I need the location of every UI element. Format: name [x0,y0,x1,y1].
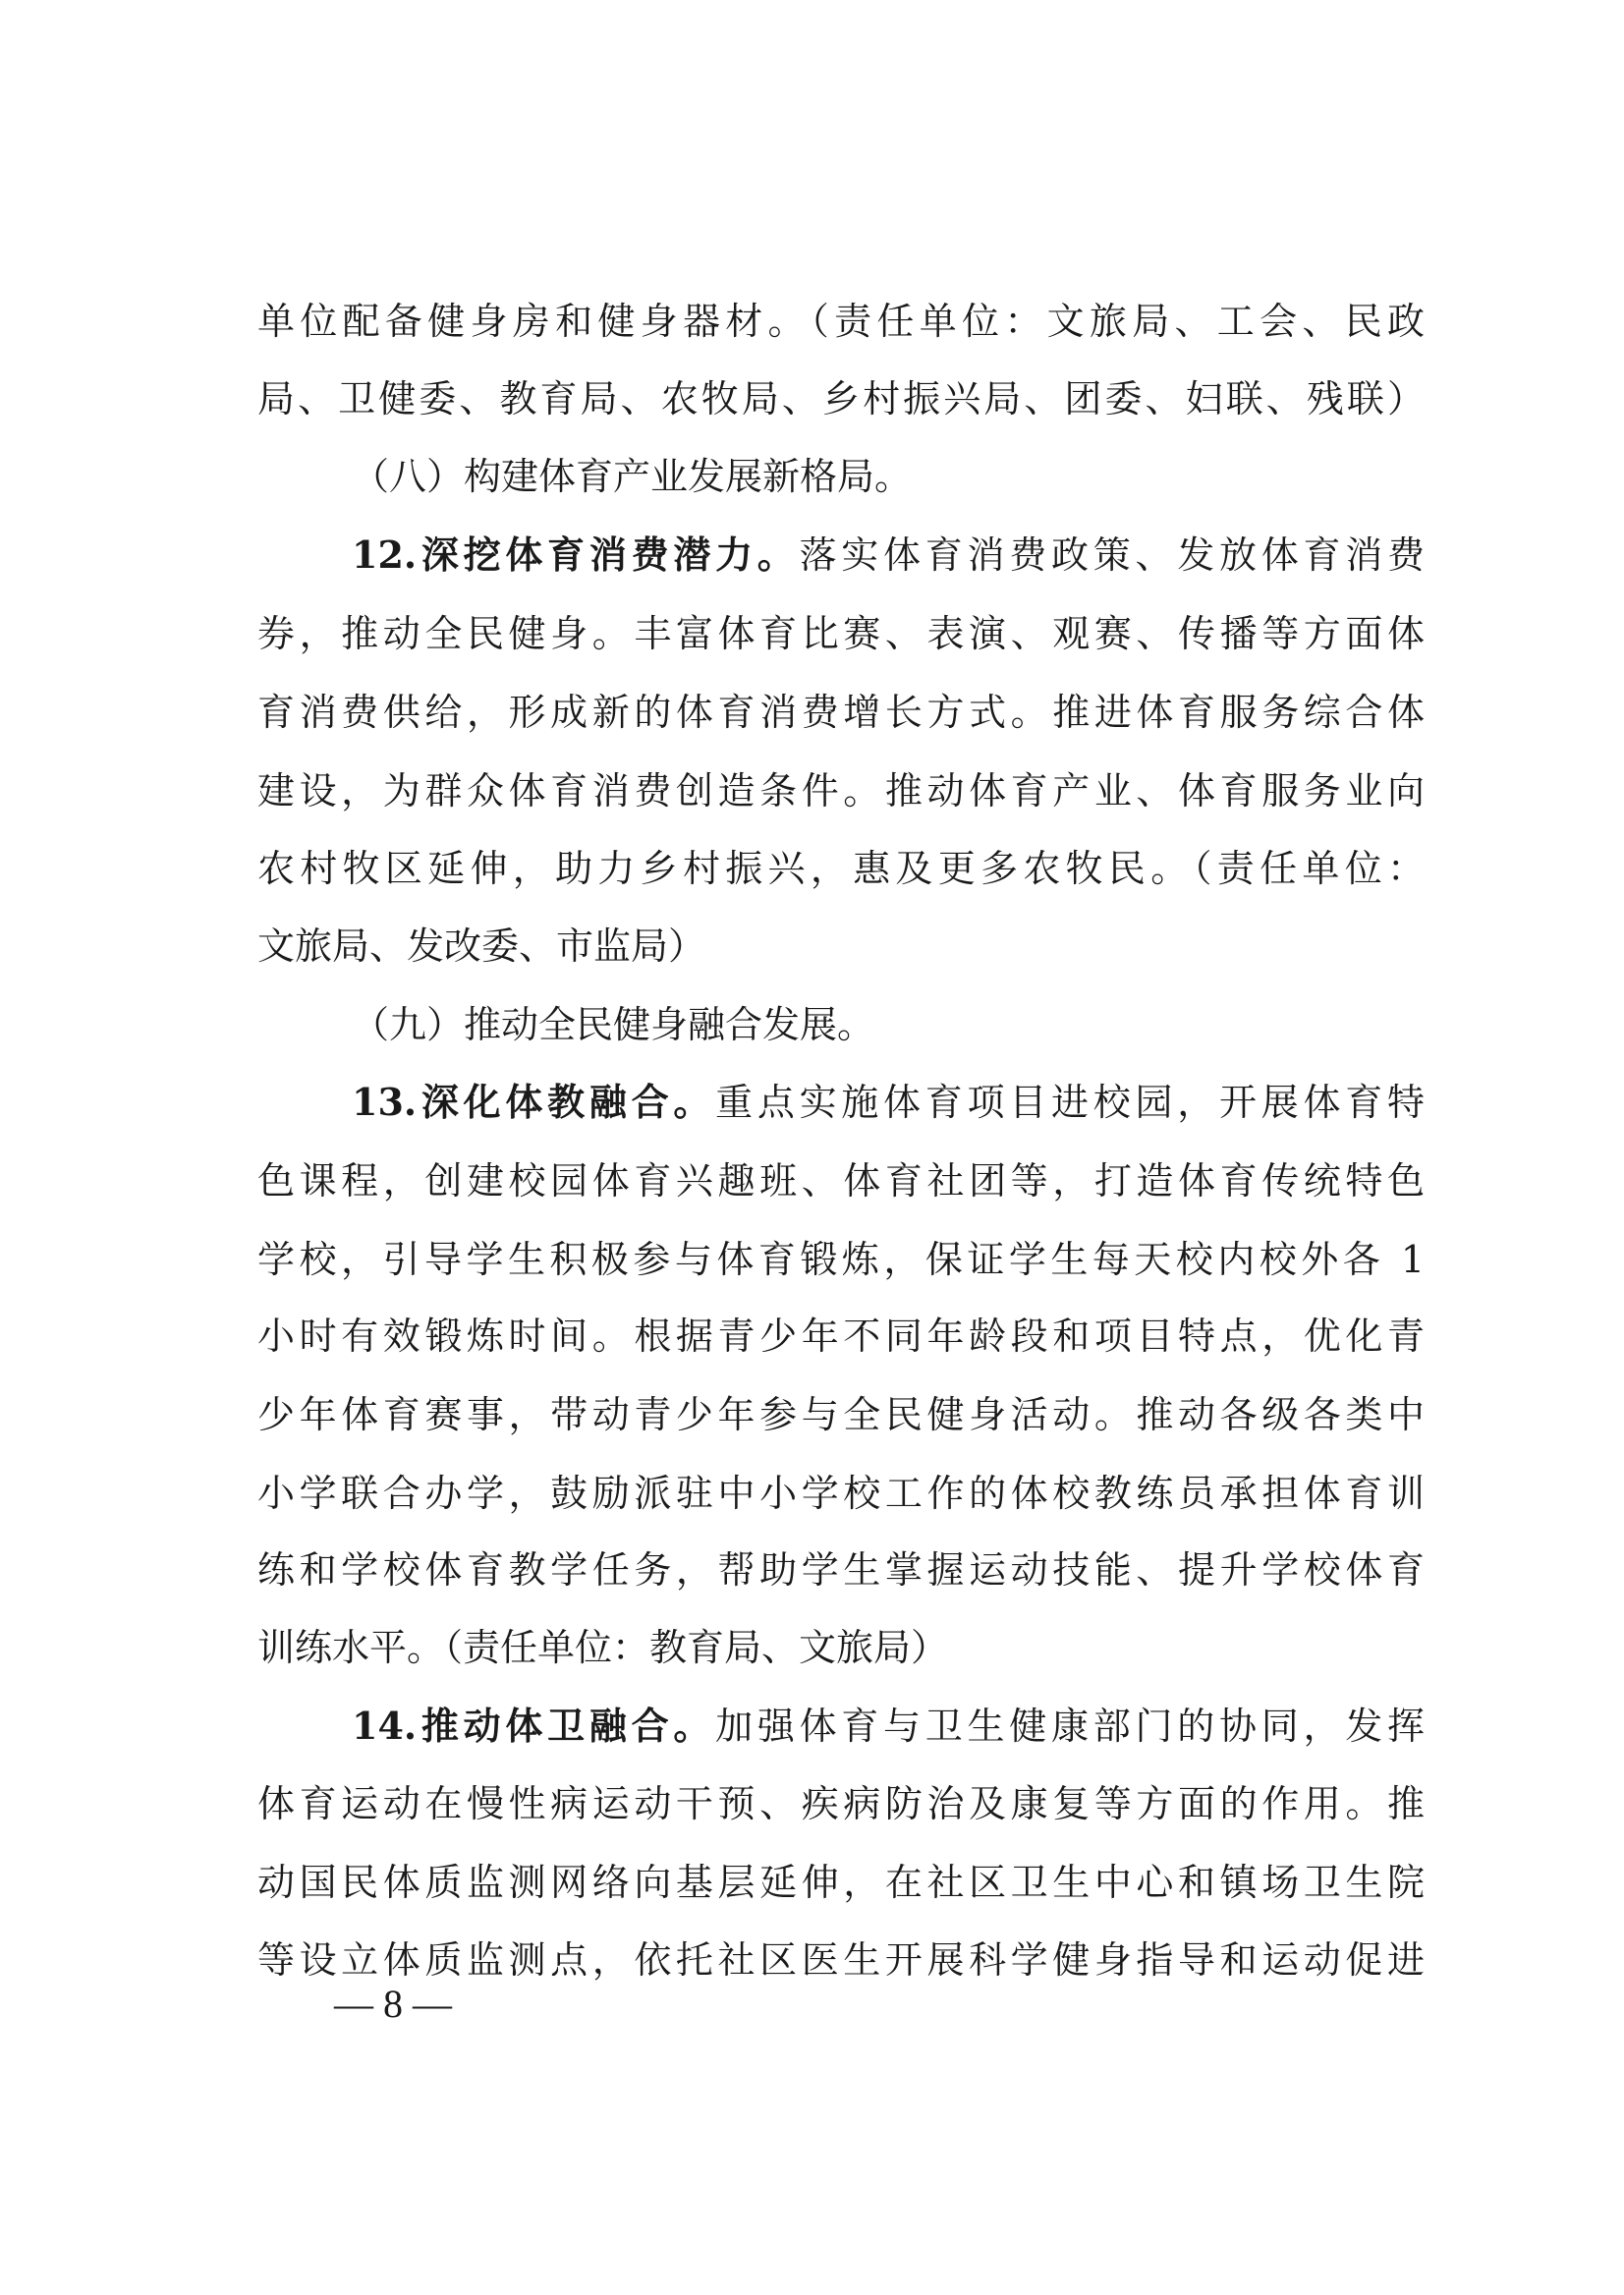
item-heading: 13.深化体教融合。 [352,1080,716,1124]
item-text: 加强体育与卫生健康部门的协同，发挥 [715,1705,1425,1748]
item-first-line [352,532,1425,577]
body-line: 券，推动全民健身。丰富体育比赛、表演、观赛、传播等方面体 [257,612,1425,655]
item-heading: 14.推动体卫融合。 [352,1704,716,1748]
body-line: 学校，引导学生积极参与体育锻炼，保证学生每天校内校外各 1 [257,1238,1425,1281]
body-line: 少年体育赛事，带动青少年参与全民健身活动。推动各级各类中 [257,1393,1425,1436]
item-text: 落实体育消费政策、发放体育消费 [799,533,1425,577]
item-heading: 12.深挖体育消费潜力。 [352,532,800,577]
item-first-line [352,1080,1425,1124]
body-line: 建设，为群众体育消费创造条件。推动体育产业、体育服务业向 [257,769,1425,812]
body-line: 单位配备健身房和健身器材。（责任单位：文旅局、工会、民政 [257,300,1425,343]
page-number: — 8 — [334,1982,452,2026]
body-line: 练和学校体育教学任务，帮助学生掌握运动技能、提升学校体育 [257,1548,1425,1592]
body-line: 动国民体质监测网络向基层延伸，在社区卫生中心和镇场卫生院 [257,1861,1425,1904]
body-line: 文旅局、发改委、市监局） [257,924,706,968]
body-line: 体育运动在慢性病运动干预、疾病防治及康复等方面的作用。推 [257,1782,1425,1825]
body-line: 小时有效锻炼时间。根据青少年不同年龄段和项目特点，优化青 [257,1315,1425,1358]
body-line: 小学联合办学，鼓励派驻中小学校工作的体校教练员承担体育训 [257,1472,1425,1515]
section-heading: （八）构建体育产业发展新格局。 [352,455,913,498]
item-first-line [352,1704,1425,1748]
body-line: 育消费供给，形成新的体育消费增长方式。推进体育服务综合体 [257,691,1425,734]
section-heading: （九）推动全民健身融合发展。 [352,1003,875,1046]
body-line: 农村牧区延伸，助力乡村振兴，惠及更多农牧民。（责任单位： [257,847,1425,890]
body-line: 局、卫健委、教育局、农牧局、乡村振兴局、团委、妇联、残联） [257,377,1425,420]
item-text: 重点实施体育项目进校园，开展体育特 [715,1081,1425,1124]
body-line: 等设立体质监测点，依托社区医生开展科学健身指导和运动促进 [257,1938,1425,1982]
body-line: 训练水平。（责任单位：教育局、文旅局） [257,1626,949,1669]
body-line: 色课程，创建校园体育兴趣班、体育社团等，打造体育传统特色 [257,1159,1425,1203]
